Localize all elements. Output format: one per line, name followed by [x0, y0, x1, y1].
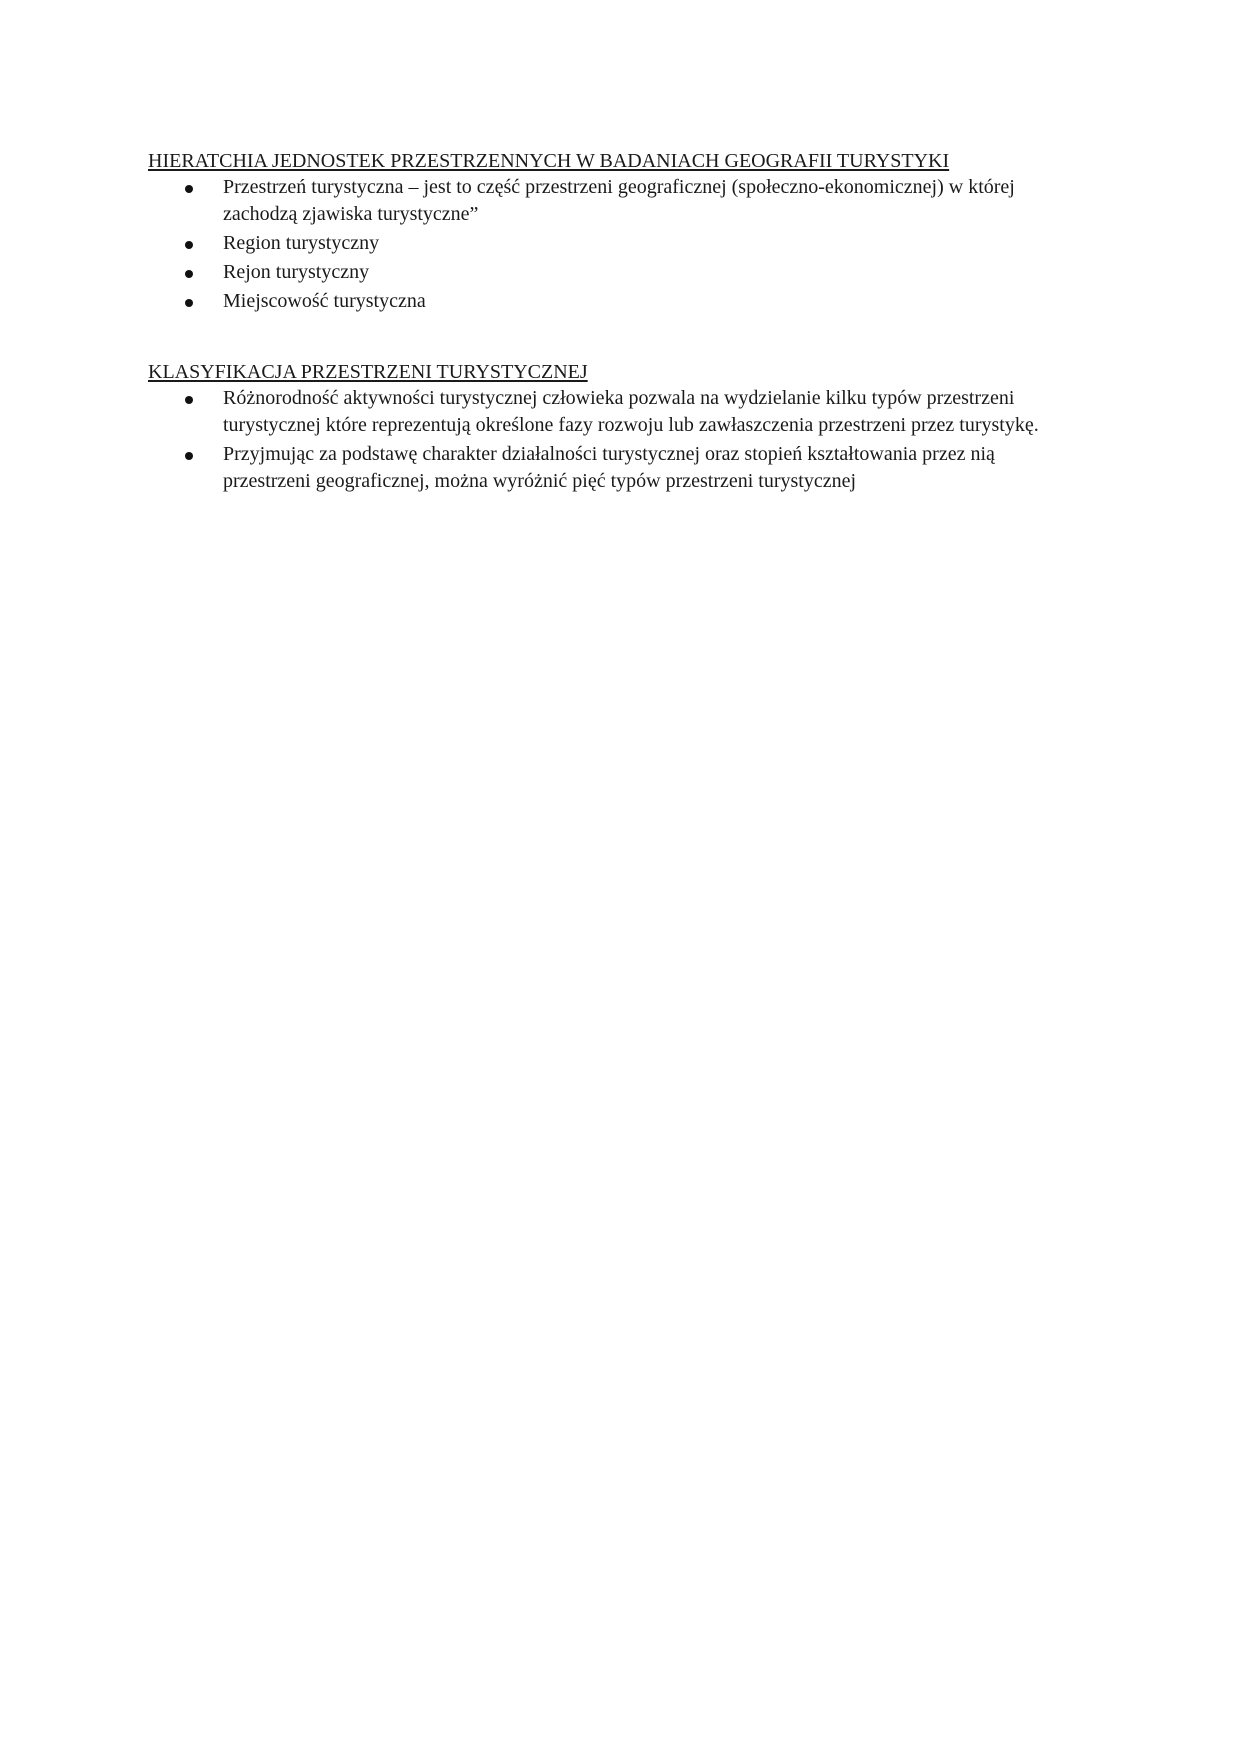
list-item-text: Przyjmując za podstawę charakter działalności turystycznej oraz stopień kształtowania przez nią przestrzeni geograficznej, można wyróżnić pięć typów przestrzeni turystycznej [223, 443, 995, 492]
list-item [148, 385, 1083, 439]
bullet-icon [185, 185, 193, 193]
bullet-list [148, 174, 1083, 315]
list-item-text: Rejon turystyczny [223, 261, 370, 283]
section-classification [148, 359, 1083, 495]
section-heading: KLASYFIKACJA PRZESTRZENI TURYSTYCZNEJ [148, 361, 588, 383]
list-item-text: Różnorodność aktywności turystycznej człowieka pozwala na wydzielanie kilku typów przestrzeni turystycznej które reprezentują określone fazy rozwoju lub zawłaszczenia przestrzeni przez turystykę. [223, 387, 1039, 436]
bullet-icon [185, 270, 193, 278]
list-item-text: Miejscowość turystyczna [223, 290, 426, 312]
bullet-icon [185, 396, 193, 404]
bullet-icon [185, 299, 193, 307]
list-item [148, 441, 1083, 495]
bullet-list [148, 385, 1083, 495]
list-item [148, 174, 1083, 228]
section-heading: HIERATCHIA JEDNOSTEK PRZESTRZENNYCH W BADANIACH GEOGRAFII TURYSTYKI [148, 150, 950, 172]
list-item [148, 288, 1083, 315]
list-item [148, 230, 1083, 257]
list-item [148, 259, 1083, 286]
list-item-text: Przestrzeń turystyczna – jest to część przestrzeni geograficznej (społeczno-ekonomicznej) w której zachodzą zjawiska turystyczne” [223, 176, 1015, 225]
document-body [148, 148, 1083, 497]
bullet-icon [185, 241, 193, 249]
bullet-icon [185, 452, 193, 460]
section-hierarchy [148, 148, 1083, 315]
list-item-text: Region turystyczny [223, 232, 380, 254]
